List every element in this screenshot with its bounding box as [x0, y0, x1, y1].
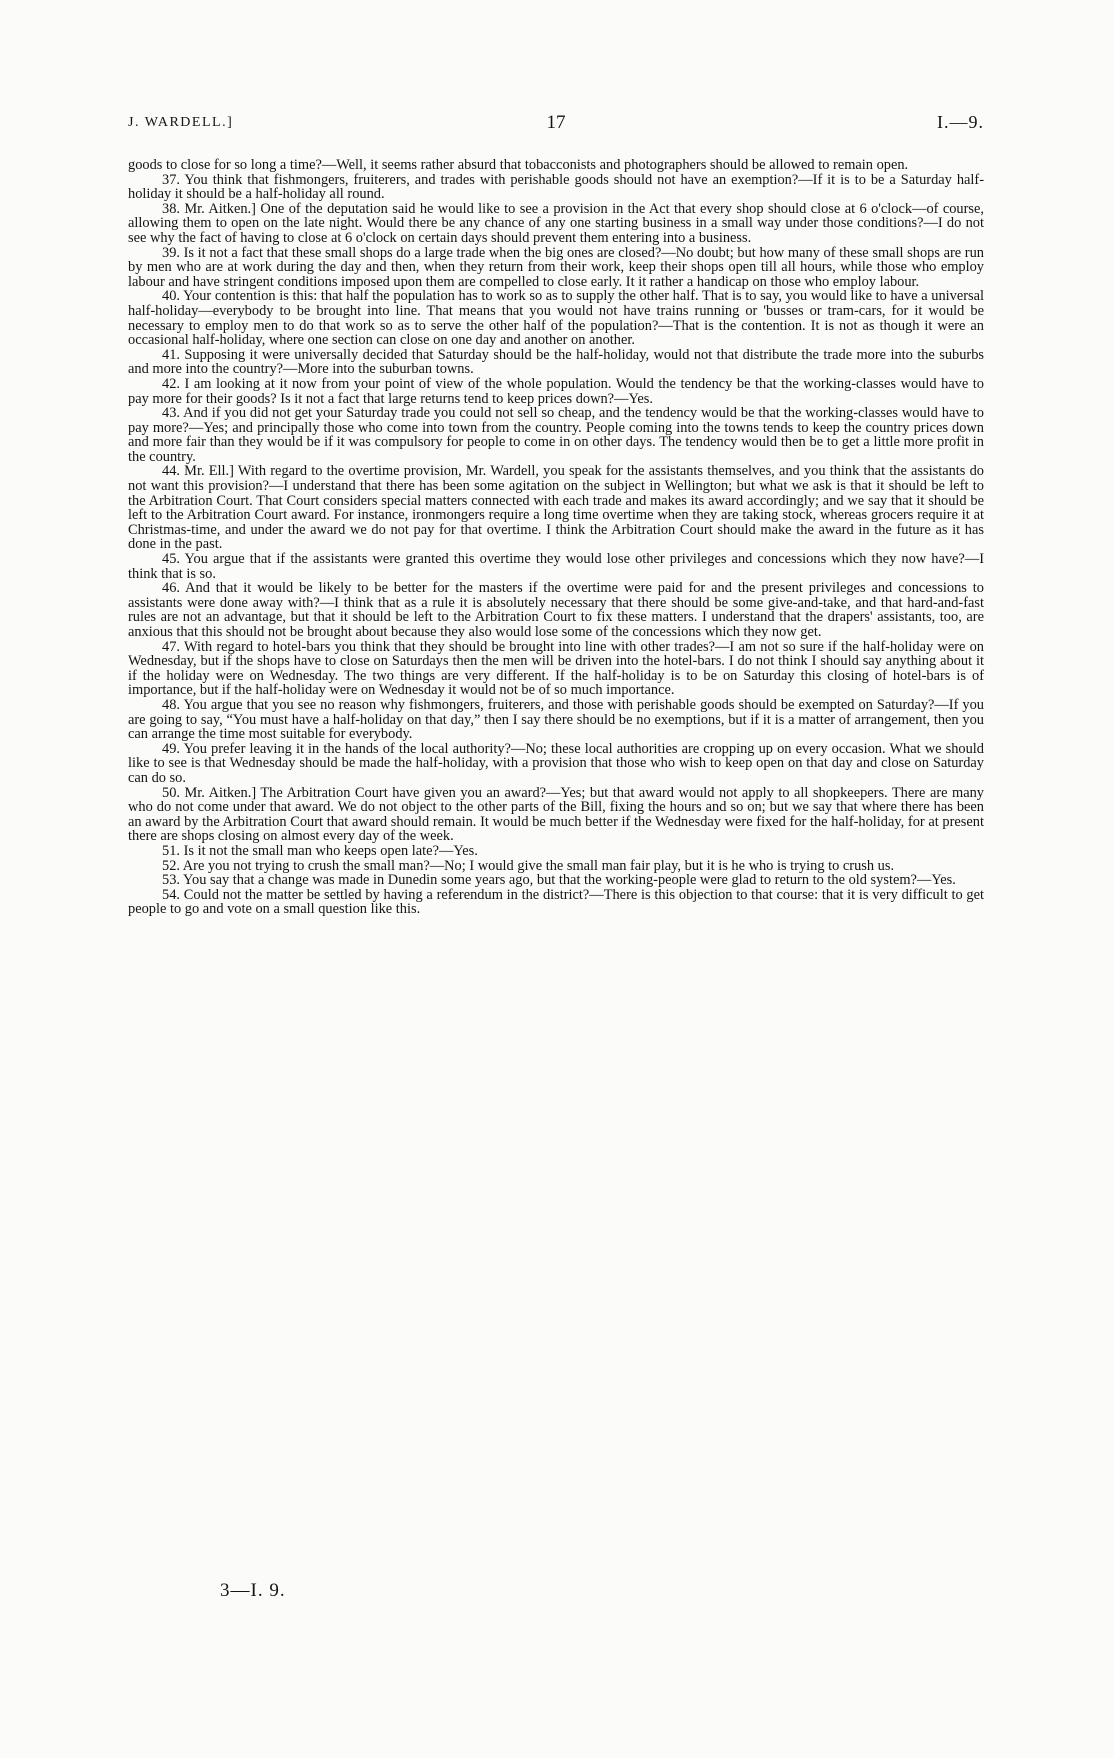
paragraph: 49. You prefer leaving it in the hands of the local authority?—No; these local authorities are cropping up on every occasion. What we should like to see is that Wednesday should be made the half-holiday, with a provision that those who wish to keep open on that day and close on Saturday can do so.	[128, 740, 984, 786]
paragraph: 38. Mr. Aitken.] One of the deputation said he would like to see a provision in the Act that every shop should close at 6 o'clock—of course, allowing them to open on the late night. Would there be any chance of any one starting business in a small way under those conditions?—I do not see why the fact of having to close at 6 o'clock on certain days should prevent them entering into a business.	[128, 200, 984, 246]
paragraph: 51. Is it not the small man who keeps open late?—Yes.	[162, 842, 478, 859]
paragraph: goods to close for so long a time?—Well, it seems rather absurd that tobacconists and photographers should be allowed to remain open.	[128, 157, 909, 173]
evidence-text	[128, 158, 984, 917]
paragraph: 41. Supposing it were universally decided that Saturday should be the half-holiday, would not that distribute the trade more into the suburbs and more into the country?—More into the suburban towns.	[128, 346, 984, 378]
page-header	[128, 112, 984, 138]
page-number: 17	[546, 112, 566, 133]
header-paper-ref: I.—9.	[937, 112, 984, 132]
paragraph: 44. Mr. Ell.] With regard to the overtime provision, Mr. Wardell, you speak for the assistants themselves, and you think that the assistants do not want this provision?—I understand that there has been some agitation on the subject in Wellington; but what we ask is that it should be left to the Arbitration Court. That Court considers special matters connected with each trade and makes its award accordingly; and we say that it should be left to the Arbitration Court award. For instance, ironmongers require a long time overtime when they are taking stock, whereas grocers require it at Christmas-time, and under the award we do not pay for that overtime. I think the Arbitration Court should make the award in the future as it has done in the past.	[128, 463, 984, 553]
paragraph: 53. You say that a change was made in Dunedin some years ago, but that the working-people were glad to return to the old system?—Yes.	[162, 872, 956, 889]
signature-mark: 3—I. 9.	[220, 1580, 286, 1601]
paragraph: 50. Mr. Aitken.] The Arbitration Court have given you an award?—Yes; but that award would not apply to all shopkeepers. There are many who do not come under that award. We do not object to the other parts of the Bill, fixing the hours and so on; but we say that where there has been an award by the Arbitration Court that award should remain. It would be much better if the Wednesday were fixed for the half-holiday, for at present there are shops closing on almost every day of the week.	[128, 784, 984, 845]
paragraph: 52. Are you not trying to crush the small man?—No; I would give the small man fair play, but it is he who is trying to crush us.	[162, 857, 895, 874]
paragraph: 46. And that it would be likely to be better for the masters if the overtime were paid for and the present privileges and concessions to assistants were done away with?—I think that as a rule it is absolutely necessary that there should be some give-and-take, and that hard-and-fast rules are not an advantage, but that it should be left to the Arbitration Court to fix these matters. I understand that the drapers' assistants, too, are anxious that this should not be brought about because they also would lose some of the concessions which they now get.	[128, 580, 984, 640]
paragraph: 45. You argue that if the assistants were granted this overtime they would lose other privileges and concessions which they now have?—I think that is so.	[128, 551, 984, 582]
paragraph: 54. Could not the matter be settled by having a referendum in the district?—There is this objection to that course: that it is very difficult to get people to go and vote on a small question like this.	[128, 886, 984, 918]
paragraph: 48. You argue that you see no reason why fishmongers, fruiterers, and those with perishable goods should be exempted on Saturday?—If you are going to say, “You must have a half-holiday on that day,” then I say there should be no exemptions, but if it is a matter of arrangement, then you can arrange the time most suitable for everybody.	[128, 696, 984, 743]
paragraph: 43. And if you did not get your Saturday trade you could not sell so cheap, and the tendency would be that the working-classes would have to pay more?—Yes; and principally those who come into town from the country. People coming into the towns tends to keep the country prices down and more fair than they would be if it was compulsory for people to come in on other days. The tendency would then be to get a little more profit in the country.	[128, 405, 984, 465]
header-witness: J. WARDELL.]	[128, 115, 234, 130]
paragraph: 42. I am looking at it now from your point of view of the whole population. Would the tendency be that the working-classes would have to pay more for their goods? Is it not a fact that large returns tend to keep prices down?—Yes.	[128, 375, 984, 407]
paragraph: 39. Is it not a fact that these small shops do a large trade when the big ones are closed?—No doubt; but how many of these small shops are run by men who are at work during the day and then, when they return from their work, keep their shops open till all hours, while those who employ labour and have stringent conditions imposed upon them are compelled to close early. It it rather a handicap on those who employ labour.	[128, 244, 984, 290]
paragraph: 40. Your contention is this: that half the population has to work so as to supply the other half. That is to say, you would like to have a universal half-holiday—everybody to be brought into line. That means that you would not have trains running or 'busses or tram-cars, for it would be necessary to employ men to do that work so as to serve the other half of the population?—That is the contention. It is not as though it were an occasional half-holiday, where one section can close on one day and another on another.	[128, 288, 984, 349]
paragraph: 37. You think that fishmongers, fruiterers, and trades with perishable goods should not have an exemption?—If it is to be a Saturday half-holiday it should be a half-holiday all round.	[128, 171, 984, 203]
paragraph: 47. With regard to hotel-bars you think that they should be brought into line with other trades?—I am not so sure if the half-holiday were on Wednesday, but if the shops have to close on Saturdays then the men will be driven into the hotel-bars. I do not think I should say anything about it if the holiday were on Wednesday. The two things are very different. If the half-holiday is to be on Saturday this closing of hotel-bars is of importance, but if the half-holiday were on Wednesday it would not be of so much importance.	[128, 638, 984, 699]
